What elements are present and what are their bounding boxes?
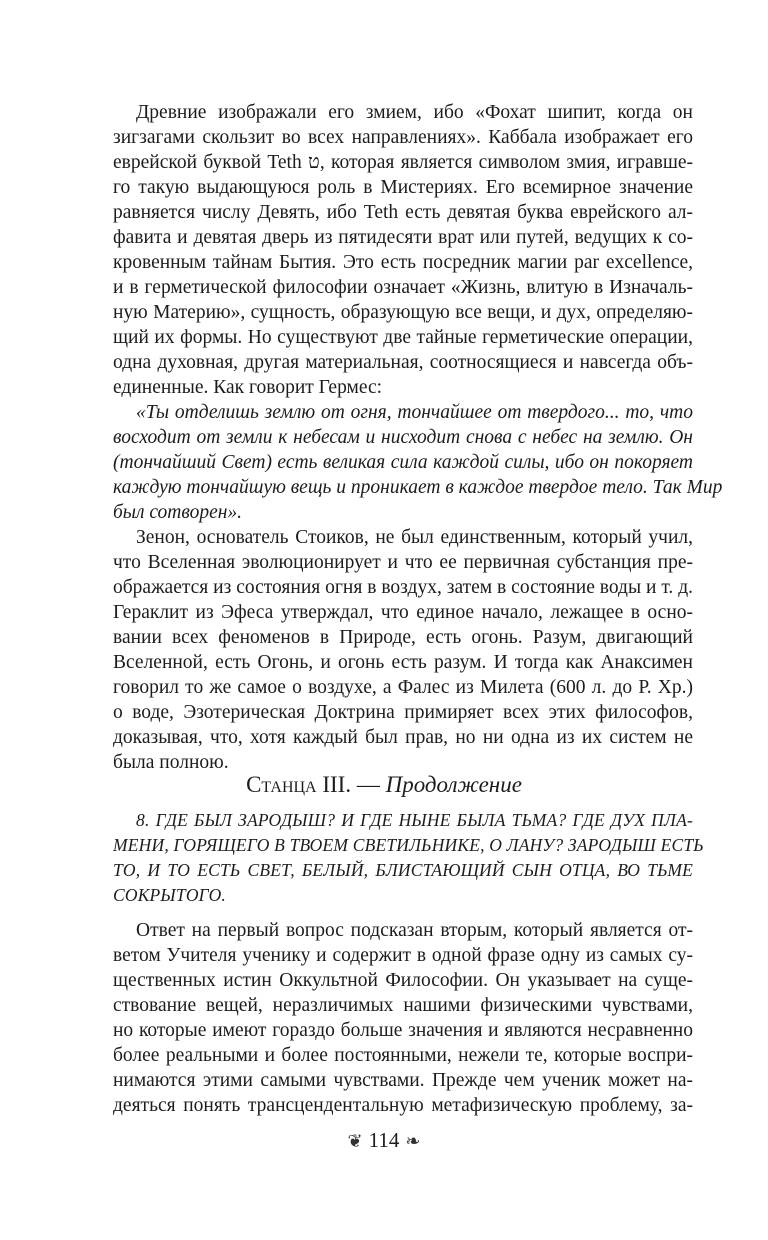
text-line: фавита и девятая дверь из пятидесяти врат или путей, ведущих к со- [113, 227, 693, 248]
page-number: 114 [368, 1128, 400, 1152]
text-line: Зенон, основатель Стоиков, не был единственным, который учил, [136, 527, 693, 548]
text-line: единенные. Как говорит Гермес: [113, 377, 383, 398]
paragraph-3 [113, 918, 693, 1118]
text-line: (тончайший Свет) есть великая сила каждой силы, ибо он покоряет [113, 452, 693, 473]
text-line: кровенным тайнам Бытия. Это есть посредник магии par excellence, [113, 252, 693, 273]
text-line: говорил то же самое о воздухе, а Фалес из Милета (600 л. до Р. Хр.) [113, 677, 693, 698]
text-line: Древние изображали его змием, ибо «Фохат шипит, когда он [136, 102, 693, 123]
page-footer [0, 1126, 768, 1156]
text-line: о воде, Эзотерическая Доктрина примиряет всех этих философов, [113, 702, 693, 723]
text-line: щий их формы. Но существуют две тайные герметические операции, [113, 327, 693, 348]
paragraph-2 [113, 525, 693, 775]
text-line: но которые имеют гораздо больше значения и являются несравненно [113, 1020, 693, 1041]
text-line: Вселенной, есть Огонь, и огонь есть разум. И тогда как Анаксимен [113, 652, 693, 673]
text-line: го такую выдающуюся роль в Мистериях. Его всемирное значение [113, 177, 693, 198]
text-line: был сотворен». [113, 502, 243, 523]
text-line: ТО, И ТО ЕСТЬ СВЕТ, БЕЛЫЙ, БЛИСТАЮЩИЙ СЫН ОТЦА, ВО ТЬМЕ [113, 860, 693, 880]
text-line: ветом Учителя ученику и содержит в одной фразе одну из самых су- [113, 945, 693, 966]
stanza-verse [113, 808, 704, 908]
text-line: «Ты отделишь землю от огня, тончайшее от твердого... то, что [136, 402, 693, 423]
heading-continuation: Продолжение [385, 772, 522, 797]
text-line: вании всех феноменов в Природе, есть огонь. Разум, двигающий [113, 627, 693, 648]
text-line: восходит от земли к небесам и нисходит снова с небес на землю. Он [113, 427, 693, 448]
text-line: ную Материю», сущность, образующую все вещи, и дух, определяю- [113, 302, 693, 323]
text-line: нимаются этими самыми чувствами. Прежде чем ученик может на- [113, 1070, 693, 1091]
text-line: щественных истин Оккультной Философии. Он указывает на суще- [113, 970, 693, 991]
text-line: ображается из состояния огня в воздух, затем в состояние воды и т. д. [113, 577, 693, 598]
heading-stanza-label: Станца III. — [246, 772, 386, 797]
text-line: равняется числу Девять, ибо Teth есть девятая буква еврейского ал- [113, 202, 693, 223]
text-line: одна духовная, другая материальная, соотносящиеся и навсегда объ- [113, 352, 693, 373]
text-line: каждую тончайшую вещь и проникает в каждое твердое тело. Так Мир [113, 477, 723, 498]
text-line: СОКРЫТОГО. [113, 885, 226, 905]
text-line: что Вселенная эволюционирует и что ее первичная субстанция пре- [113, 552, 693, 573]
text-line: была полною. [113, 752, 229, 773]
hermes-quote [113, 400, 723, 525]
text-line: 8. ГДЕ БЫЛ ЗАРОДЫШ? И ГДЕ НЫНЕ БЫЛА ТЬМА? ГДЕ ДУХ ПЛА- [136, 810, 693, 830]
text-line: и в герметической философии означает «Жизнь, влитую в Изначаль- [113, 277, 693, 298]
ornament-right-icon: ❧ [405, 1131, 421, 1152]
text-line: еврейской буквой Teth ט, которая является символом змия, игравше- [113, 152, 694, 173]
text-line: более реальными и более постоянными, нежели те, которые воспри- [113, 1045, 693, 1066]
text-line: Ответ на первый вопрос подсказан вторым, который является от- [136, 920, 693, 941]
paragraph-1 [113, 100, 693, 400]
text-line: Гераклит из Эфеса утверждал, что единое начало, лежащее в осно- [113, 602, 693, 623]
text-line: зигзагами скользит во всех направлениях». Каббала изображает его [113, 127, 693, 148]
text-line: МЕНИ, ГОРЯЩЕГО В ТВОЕМ СВЕТИЛЬНИКЕ, О ЛАНУ? ЗАРОДЫШ ЕСТЬ [113, 835, 704, 855]
text-line: доказывая, что, хотя каждый был прав, но ни одна из их систем не [113, 727, 693, 748]
text-line: деяться понять трансцендентальную метафизическую проблему, за- [113, 1095, 693, 1116]
text-line: ствование вещей, неразличимых нашими физическими чувствами, [113, 995, 693, 1016]
ornament-left-icon: ❦ [347, 1131, 363, 1152]
section-heading [0, 770, 768, 800]
